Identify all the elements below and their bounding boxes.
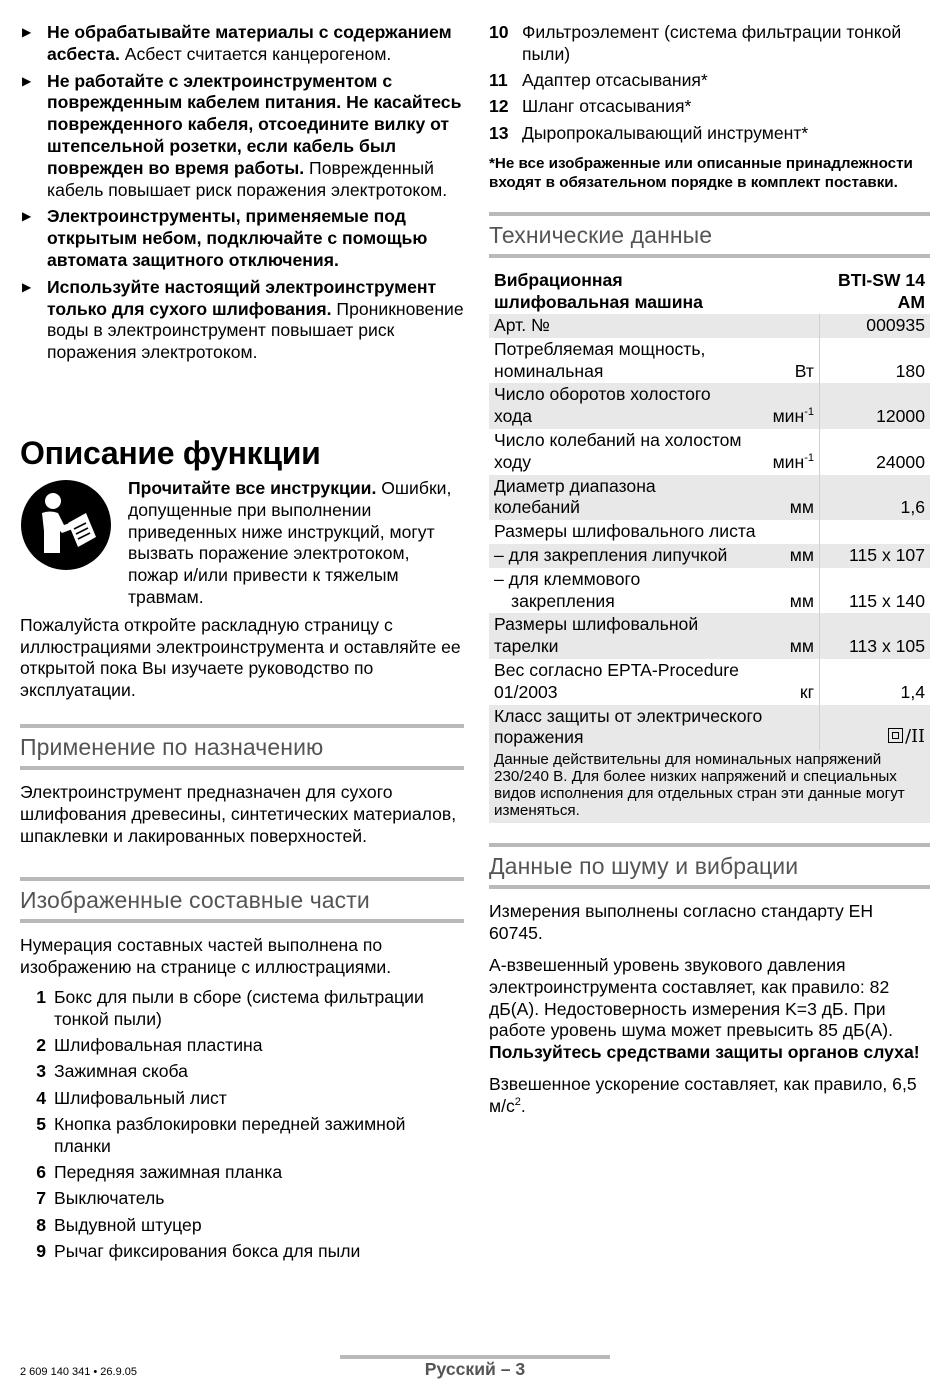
item-number: 13	[489, 122, 509, 143]
bullet-bold-text: Не работайте с электроинструментом с поврежденным кабелем питания. Не касайтесь поврежденного кабеля, отсоедините вилку от штепсельной розетки, если кабель был поврежден во время работы.	[47, 70, 462, 178]
item-number: 8	[36, 1214, 46, 1235]
list-item	[20, 1241, 464, 1263]
item-text: Дыропрокалывающий инструмент*	[522, 122, 809, 143]
list-item	[20, 1088, 464, 1110]
section-heading-tech-data: Технические данные	[489, 212, 930, 258]
row-label	[489, 544, 749, 568]
row-unit	[749, 314, 820, 338]
item-number: 10	[489, 22, 509, 42]
table-row	[489, 544, 930, 568]
accessories-footnote: *Не все изображенные или описанные принадлежности входят в обязательном порядке в комплект поставки.	[489, 155, 913, 192]
item-number: 2	[36, 1035, 46, 1055]
read-instructions-bold: Прочитайте все инструкции.	[128, 477, 377, 498]
row-label-text: – для клеммового закрепления	[494, 568, 641, 611]
item-text: Передняя зажимная планка	[54, 1161, 283, 1182]
row-label: Число колебаний на холостом ходу	[494, 430, 742, 472]
row-value: 1,4	[820, 659, 931, 705]
item-number: 5	[36, 1113, 46, 1134]
row-value: 115 x 140	[820, 568, 931, 614]
row-unit: мм	[749, 475, 820, 521]
item-number: 11	[489, 70, 508, 91]
bullet-text: Поврежденный кабель повышает риск поражения электротоком.	[47, 157, 448, 200]
table-row	[489, 568, 930, 614]
section-heading-components: Изображенные составные части	[20, 877, 464, 923]
row-value	[820, 705, 931, 751]
list-item	[20, 1188, 464, 1210]
table-row	[489, 659, 930, 705]
noise-paragraph-1: Измерения выполнены согласно стандарту EH 60745.	[489, 901, 874, 944]
row-label: Потребляемая мощность, номинальная	[494, 338, 706, 381]
row-label-text: – для закрепления липучкой	[494, 545, 728, 566]
list-item	[489, 22, 930, 66]
item-text: Шланг отсасывания*	[522, 96, 692, 117]
bullet-arrow-icon: ▶	[22, 209, 32, 224]
item-number: 6	[36, 1161, 46, 1182]
bullet-arrow-icon: ▶	[22, 25, 32, 39]
safety-bullets	[20, 22, 464, 364]
row-label	[489, 568, 749, 614]
table-row	[489, 429, 930, 475]
bullet-bold-text: Электроинструменты, применяемые под открытым небом, подключайте с помощью автомата защитного отключения.	[47, 206, 428, 270]
row-value: 180	[820, 338, 931, 384]
item-number: 1	[36, 986, 46, 1007]
row-value: 1,6	[820, 475, 931, 521]
row-unit: кг	[799, 681, 814, 702]
bullet-arrow-icon: ▶	[22, 73, 32, 88]
item-text: Выключатель	[54, 1188, 165, 1209]
footer-page-label: Русский – 3	[424, 1359, 526, 1379]
left-column	[20, 22, 464, 1267]
unit-exponent: -1	[804, 406, 814, 419]
item-number: 4	[36, 1087, 46, 1108]
table-row	[489, 314, 930, 338]
row-label: Размеры шлифовального листа	[494, 521, 756, 542]
vibration-exponent: 2	[514, 1095, 521, 1108]
read-instructions-box	[20, 478, 464, 609]
product-label: Вибрационная шлифовальная машина	[494, 270, 703, 313]
list-item	[20, 1035, 464, 1057]
components-intro: Нумерация составных частей выполнена по изображению на странице с иллюстрациями.	[20, 935, 392, 978]
intended-use-paragraph: Электроинструмент предназначен для сухого шлифования древесины, синтетических материалов, шпаклевки и лакированных поверхностей.	[20, 781, 457, 846]
item-text: Рычаг фиксирования бокса для пыли	[54, 1240, 361, 1261]
table-header-row	[489, 270, 930, 314]
noise-paragraph-3	[489, 1074, 930, 1118]
item-text: Шлифовальная пластина	[54, 1035, 263, 1055]
components-list-right	[489, 22, 930, 144]
item-text: Бокс для пыли в сборе (система фильтрации тонкой пыли)	[54, 986, 424, 1029]
safety-bullet	[20, 206, 464, 271]
protection-class-icon	[888, 728, 903, 743]
section-heading-intended-use: Применение по назначению	[20, 724, 464, 770]
row-label: Число оборотов холостого хода	[489, 383, 749, 429]
row-unit	[749, 429, 820, 475]
list-item	[20, 1215, 464, 1237]
bullet-text: Проникновение воды в электроинструмент повышает риск поражения электротоком.	[47, 298, 464, 363]
table-row	[489, 705, 930, 751]
bullet-text: Асбест считается канцерогеном.	[119, 43, 392, 64]
list-item	[20, 987, 464, 1031]
item-text: Фильтроэлемент (система фильтрации тонкой пыли)	[522, 22, 902, 64]
row-value	[820, 520, 931, 544]
components-list-left	[20, 987, 464, 1263]
row-label: Класс защиты от электрического поражения	[489, 705, 820, 751]
bullet-arrow-icon: ▶	[22, 279, 32, 294]
list-item	[489, 123, 930, 145]
row-label: Арт. №	[489, 314, 749, 338]
item-number: 9	[36, 1240, 46, 1261]
right-column	[489, 22, 930, 1128]
row-label: Вес согласно EPTA-Procedure 01/2003	[494, 660, 739, 702]
row-value: 115 x 107	[820, 544, 931, 568]
footer-doc-number: 2 609 140 341 • 26.9.05	[20, 1366, 138, 1378]
row-unit: мм	[749, 544, 820, 568]
row-value: 113 x 105	[820, 613, 931, 659]
section-heading-noise: Данные по шуму и вибрации	[489, 843, 930, 889]
hearing-protection-warning: Пользуйтесь средствами защиты органов слуха!	[489, 1042, 920, 1063]
model-name: BTI-SW 14 AM	[838, 270, 925, 313]
list-item	[20, 1162, 464, 1184]
item-number: 3	[36, 1061, 46, 1082]
unit-text: мин	[772, 406, 805, 427]
row-value: 24000	[820, 429, 931, 475]
row-value: 12000	[820, 383, 931, 429]
unit-exponent: -1	[804, 452, 814, 464]
list-item	[20, 1061, 464, 1083]
table-row	[489, 520, 930, 544]
unit-text: мин	[772, 451, 805, 472]
safety-bullet	[20, 71, 464, 202]
row-unit: мм	[749, 613, 820, 659]
row-unit: мм	[789, 590, 814, 611]
read-instructions-body: Ошибки, допущенные при выполнении приведенных ниже инструкций, могут вызвать поражение электротоком, пожар и/или привести к тяжелым травмам.	[128, 477, 452, 607]
safety-bullet	[20, 22, 464, 66]
vibration-text-end: .	[520, 1095, 526, 1116]
row-unit: Вт	[794, 360, 814, 381]
section-title-function: Описание функции	[20, 434, 321, 471]
list-item	[20, 1114, 464, 1158]
read-manual-icon	[20, 478, 114, 609]
item-text: Зажимная скоба	[54, 1061, 188, 1082]
item-number: 12	[489, 96, 509, 117]
safety-bullet	[20, 277, 464, 364]
protection-class-text: /II	[905, 727, 925, 748]
table-row	[489, 613, 930, 659]
bullet-bold-text: Используйте настоящий электроинструмент только для сухого шлифования.	[47, 276, 437, 319]
row-label: Диаметр диапазона колебаний	[489, 475, 749, 521]
item-text: Выдувной штуцер	[54, 1214, 202, 1235]
row-value: 000935	[820, 314, 931, 338]
tech-data-note: Данные действительны для номинальных напряжений 230/240 В. Для более низких напряжений и специальных видов исполнения для отдельных стран эти данные могут изменяться.	[489, 750, 930, 823]
foldout-paragraph: Пожалуйста откройте раскладную страницу с иллюстрациями электроинструмента и оставляйте ее открытой пока Вы изучаете руководство по эксплуатации.	[20, 614, 461, 701]
list-item	[489, 70, 930, 92]
row-label: Размеры шлифовальной тарелки	[489, 613, 749, 659]
list-item	[489, 96, 930, 118]
noise-paragraph-2: А-взвешенный уровень звукового давления электроинструмента составляет, как правило: 82 дБ(A). Недостоверность измерения K=3 дБ. При работе уровень шума может превысить 85 дБ(A).	[489, 955, 893, 1041]
table-row	[489, 338, 930, 384]
vibration-text: Взвешенное ускорение составляет, как правило, 6,5 м/с	[489, 1073, 917, 1116]
tech-data-table	[489, 270, 930, 750]
row-unit	[749, 383, 820, 429]
item-text: Шлифовальный лист	[54, 1087, 227, 1108]
item-number: 7	[36, 1188, 46, 1209]
item-text: Адаптер отсасывания*	[522, 70, 708, 91]
read-instructions-text	[128, 478, 464, 609]
item-text: Кнопка разблокировки передней зажимной планки	[54, 1113, 406, 1156]
table-row	[489, 475, 930, 521]
table-row	[489, 383, 930, 429]
bullet-bold-text: Не обрабатывайте материалы с содержанием асбеста.	[47, 22, 452, 64]
